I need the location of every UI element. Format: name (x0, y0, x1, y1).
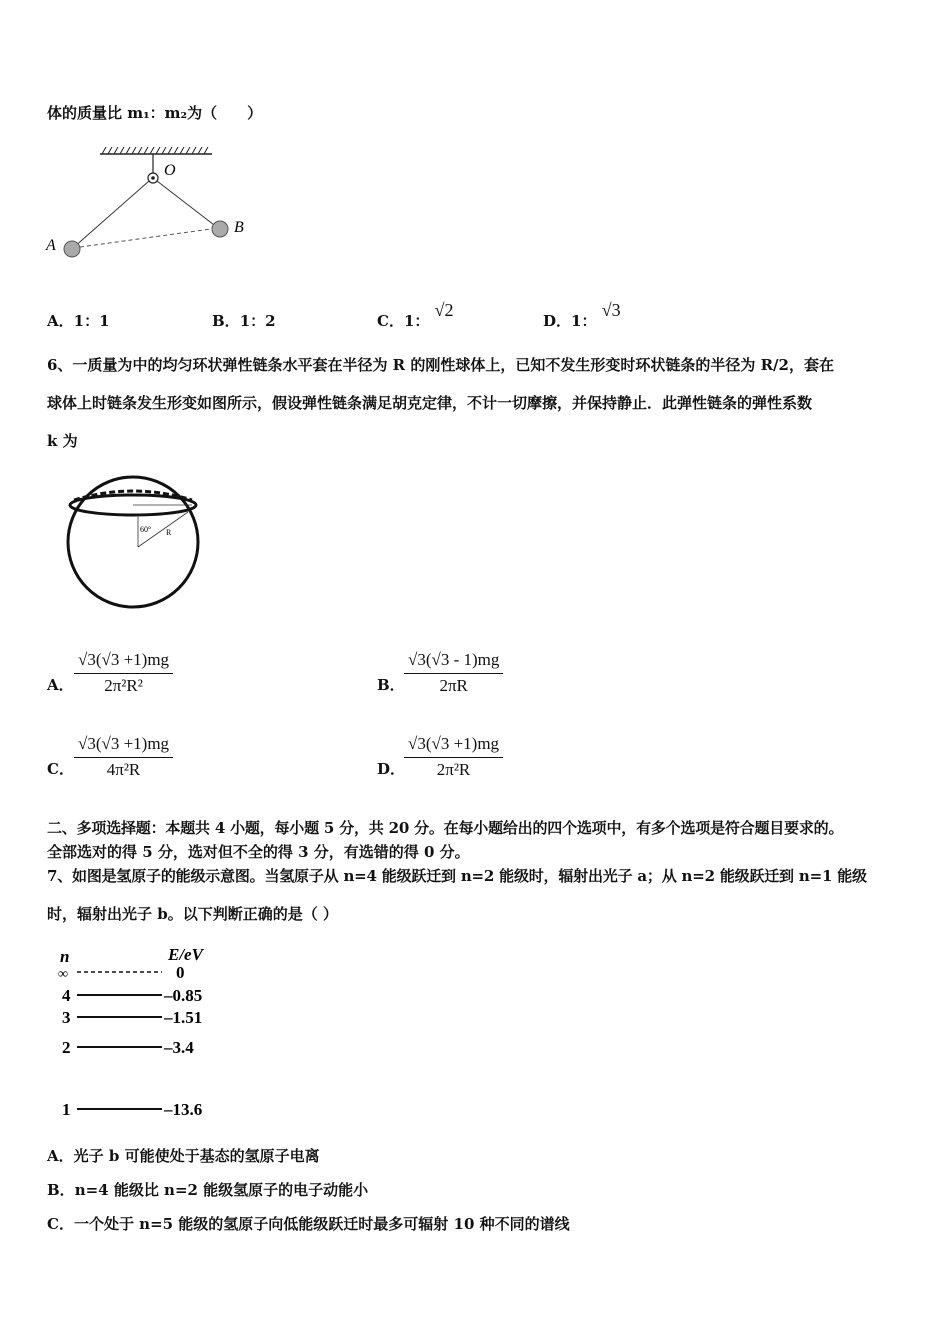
angle-label: 60° (140, 525, 152, 534)
level-inf-n: ∞ (58, 967, 68, 982)
q5-option-d[interactable]: D．1： √3 (543, 300, 621, 330)
n-header: n (60, 947, 70, 966)
q6-option-d-formula[interactable]: $\frac{√3(√3 +1)mg}{\text{2π²R}}$ (404, 734, 503, 780)
q5-option-c[interactable]: C．1： √2 (377, 300, 454, 330)
q6-option-d-letter[interactable]: D． (377, 760, 406, 778)
label-b: B (234, 219, 244, 236)
q6-option-b-formula[interactable]: $\frac{√3(√3 - 1)mg}{2\pi R}$ (404, 650, 503, 696)
ball-a (64, 241, 80, 257)
radius-label: R (166, 528, 172, 537)
q6-option-a-formula[interactable]: $\frac{√3(√3 +1)mg}{\text{2π²R²}}$ (74, 650, 173, 696)
q7-option-b[interactable]: B．n=4 能级比 n=2 能级氢原子的电子动能小 (47, 1181, 369, 1199)
level-2-e: –3.4 (164, 1038, 194, 1057)
q7-energy-level-diagram (50, 940, 230, 1125)
q7-option-a[interactable]: A．光子 b 可能使处于基态的氢原子电离 (47, 1147, 320, 1165)
q5-pendulum-figure (40, 140, 244, 265)
level-inf-e: 0 (176, 963, 185, 982)
level-4-e: –0.85 (164, 986, 203, 1005)
level-3-e: –1.51 (164, 1008, 203, 1027)
level-3-n: 3 (62, 1008, 71, 1027)
q5-stem-tail: 体的质量比 m₁：m₂为（ ） (47, 104, 263, 122)
e-header: E/eV (168, 945, 203, 964)
q6-line-2: 球体上时链条发生形变如图所示，假设弹性链条满足胡克定律，不计一切摩擦，并保持静止．此弹性链条的弹性系数 (47, 394, 813, 412)
level-4-n: 4 (62, 986, 71, 1005)
level-2-n: 2 (62, 1038, 71, 1057)
q5-option-a[interactable]: A．1：1 (47, 312, 110, 330)
q6-sphere-figure (66, 460, 206, 615)
label-o: O (164, 162, 176, 179)
level-1-n: 1 (62, 1100, 71, 1119)
label-a: A (46, 237, 56, 254)
q7-option-c[interactable]: C．一个处于 n=5 能级的氢原子向低能级跃迁时最多可辐射 10 种不同的谱线 (47, 1215, 570, 1233)
section2-line-2: 全部选对的得 5 分，选对但不全的得 3 分，有选错的得 0 分。 (47, 843, 470, 861)
q7-line-2: 时，辐射出光子 b。以下判断正确的是（ ） (47, 905, 338, 923)
section2-line-1: 二、多项选择题：本题共 4 小题，每小题 5 分，共 20 分。在每小题给出的四个选项中，有多个选项是符合题目要求的。 (47, 819, 844, 837)
q6-option-c-letter[interactable]: C． (47, 760, 74, 778)
level-1-e: –13.6 (164, 1100, 203, 1119)
q5-option-b[interactable]: B．1：2 (212, 312, 276, 330)
q6-option-b-letter[interactable]: B． (377, 676, 405, 694)
q6-option-c-formula[interactable]: $\frac{√3(√3 +1)mg}{\text{4π²R}}$ (74, 734, 173, 780)
ball-b (212, 221, 228, 237)
q6-option-a-letter[interactable]: A． (47, 676, 74, 694)
q7-line-1: 7、如图是氢原子的能级示意图。当氢原子从 n=4 能级跃迁到 n=2 能级时，辐射出光子 a；从 n=2 能级跃迁到 n=1 能级 (47, 867, 867, 885)
q6-line-3: k 为 (47, 432, 78, 450)
q6-line-1: 6、一质量为中的均匀环状弹性链条水平套在半径为 R 的刚性球体上，已知不发生形变时环状链条的半径为 R/2，套在 (47, 356, 834, 374)
